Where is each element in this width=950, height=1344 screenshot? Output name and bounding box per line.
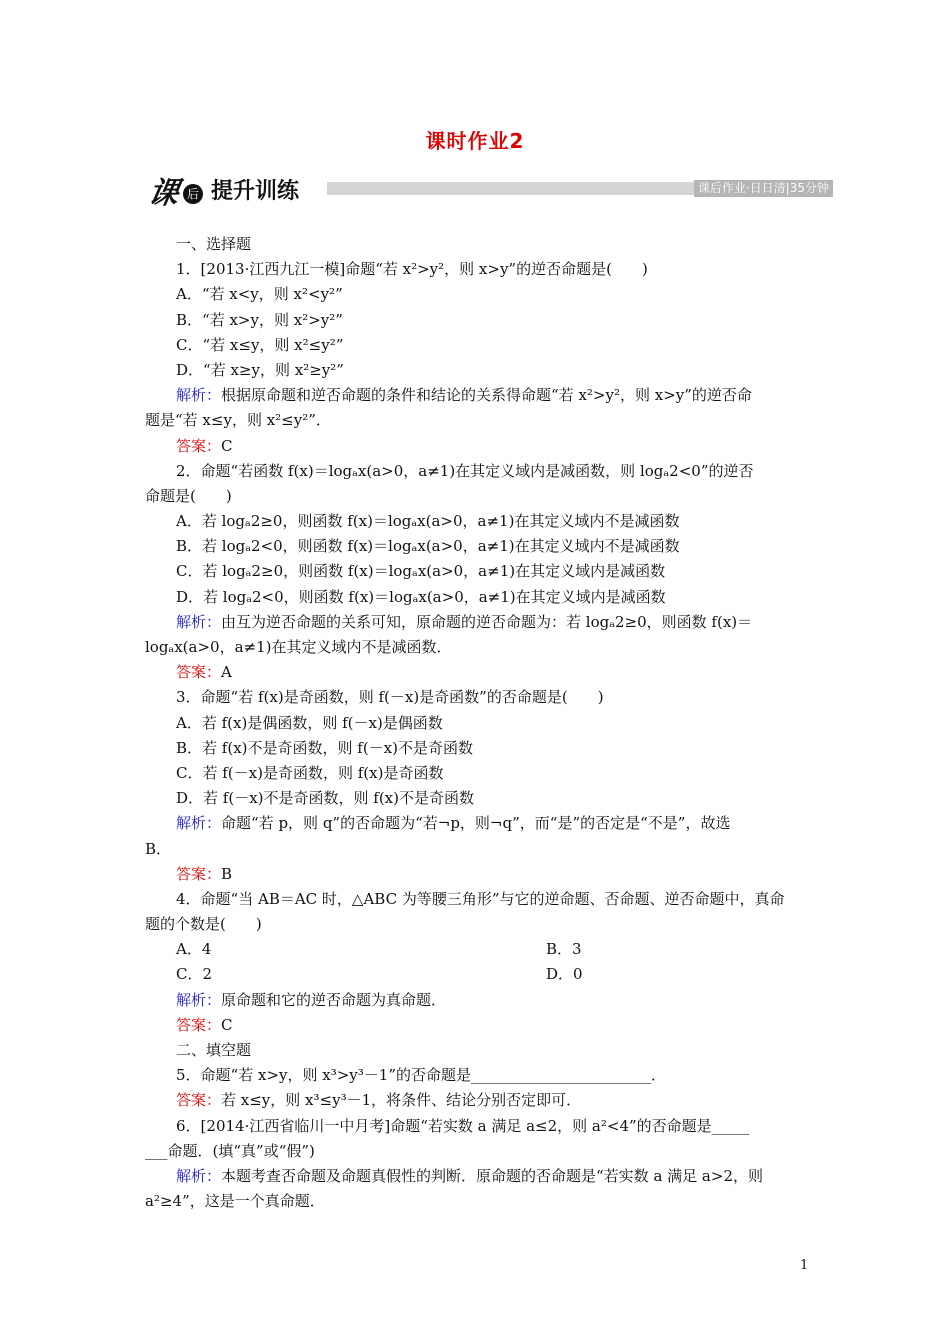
line-text: 3．命题“若 f(x)是奇函数，则 f(－x)是奇函数”的否命题是( ) [176, 688, 604, 707]
line-text: 本题考查否命题及命题真假性的判断．原命题的否命题是“若实数 a 满足 a>2，则 [221, 1166, 763, 1185]
line-text: A．“若 x<y，则 x²<y²” [176, 285, 343, 304]
text-line [145, 484, 815, 509]
text-line [145, 333, 815, 358]
line-text: 由互为逆否命题的关系可知，原命题的逆否命题为：若 logₐ2≥0，则函数 f(x)＝ [221, 612, 753, 631]
line-text: D．若 f(－x)不是奇函数，则 f(x)不是奇函数 [176, 789, 474, 808]
text-line [145, 736, 815, 761]
text-line [145, 962, 815, 987]
line-text: A [221, 663, 232, 682]
text-line [145, 837, 815, 862]
line-text: B．若 f(x)不是奇函数，则 f(－x)不是奇函数 [176, 738, 473, 757]
text-line [145, 459, 815, 484]
text-line [145, 1114, 815, 1139]
line-text: 2．命题“若函数 f(x)＝logₐx(a>0，a≠1)在其定义域内是减函数，则 logₐ2<0”的逆否 [176, 461, 754, 480]
line-text: 若 x≤y，则 x³≤y³－1，将条件、结论分别否定即可． [221, 1091, 582, 1110]
text-line [145, 1189, 815, 1214]
text-line [145, 988, 815, 1013]
option-text: B．3 [546, 940, 582, 959]
document-body [145, 232, 815, 1214]
text-line [145, 232, 815, 257]
logo-circle-char: 后 [183, 184, 203, 204]
text-line [145, 509, 815, 534]
line-text: 6．[2014·江西省临川一中月考]命题“若实数 a 满足 a≤2，则 a²<4”的否命题是_____ [176, 1116, 750, 1135]
option-text: D．0 [546, 965, 583, 984]
line-text: C [221, 1015, 233, 1034]
line-text: 二、填空题 [176, 1041, 252, 1059]
text-line [145, 887, 815, 912]
line-text: B．若 logₐ2<0，则函数 f(x)＝logₐx(a>0，a≠1)在其定义域内不是减函数 [176, 537, 680, 556]
line-text: 根据原命题和逆否命题的条件和结论的关系得命题“若 x²>y²，则 x>y”的逆否命 [221, 386, 752, 405]
line-text: ___命题．(填“真”或“假”) [145, 1141, 315, 1160]
text-line [145, 1088, 815, 1113]
text-line [145, 308, 815, 333]
text-line [145, 282, 815, 307]
line-text: 命题“若 p，则 q”的否命题为“若¬p，则¬q”，而“是”的否定是“不是”，故选 [221, 814, 731, 833]
text-line [145, 610, 815, 635]
line-text: 题是“若 x≤y，则 x²≤y²”． [145, 411, 331, 430]
text-line [145, 811, 815, 836]
text-line [145, 1164, 815, 1189]
answer-label: 答案： [176, 436, 222, 455]
line-text: 原命题和它的逆否命题为真命题． [221, 990, 447, 1009]
line-text: A．若 logₐ2≥0，则函数 f(x)＝logₐx(a>0，a≠1)在其定义域内不是减函数 [176, 512, 680, 531]
answer-label: 答案： [176, 864, 222, 883]
text-line [145, 711, 815, 736]
logo-char: 课 [145, 176, 182, 211]
page-title: 课时作业2 [425, 129, 525, 153]
line-text: D．若 logₐ2<0，则函数 f(x)＝logₐx(a>0，a≠1)在其定义域内是减函数 [176, 587, 666, 606]
text-line [145, 761, 815, 786]
section-banner [145, 170, 835, 211]
text-line [145, 685, 815, 710]
line-text: D．“若 x≥y，则 x²≥y²” [176, 360, 344, 379]
analysis-label: 解析： [176, 386, 222, 405]
text-line [145, 862, 815, 887]
analysis-label: 解析： [176, 990, 222, 1009]
banner-logo [145, 170, 205, 211]
line-text: 题的个数是( ) [145, 915, 262, 934]
text-line [145, 585, 815, 610]
line-text: C．若 f(－x)是奇函数，则 f(x)是奇函数 [176, 763, 444, 782]
text-line [145, 660, 815, 685]
banner-tag: 课后作业·日日清|35分钟 [694, 180, 833, 197]
answer-label: 答案： [176, 1015, 222, 1034]
text-line [145, 408, 815, 433]
banner-heading: 提升训练 [211, 179, 300, 204]
analysis-label: 解析： [176, 814, 222, 833]
line-text: B． [145, 839, 172, 858]
analysis-label: 解析： [176, 612, 222, 631]
text-line [145, 1139, 815, 1164]
line-text: B [221, 864, 233, 883]
line-text: A．若 f(x)是偶函数，则 f(－x)是偶函数 [176, 713, 443, 732]
line-text: 一、选择题 [176, 235, 252, 253]
text-line [145, 534, 815, 559]
answer-label: 答案： [176, 1091, 222, 1110]
text-line [145, 937, 815, 962]
text-line [145, 383, 815, 408]
text-line [145, 434, 815, 459]
text-line [145, 358, 815, 383]
line-text: 5．命题“若 x>y，则 x³>y³－1”的否命题是________________________． [176, 1066, 666, 1085]
text-line [145, 1063, 815, 1088]
analysis-label: 解析： [176, 1166, 222, 1185]
line-text: 1．[2013·江西九江一模]命题“若 x²>y²，则 x>y”的逆否命题是( ) [176, 260, 648, 279]
line-text: logₐx(a>0，a≠1)在其定义域内不是减函数． [145, 638, 452, 656]
line-text: 4．命题“当 AB＝AC 时，△ABC 为等腰三角形”与它的逆命题、否命题、逆否命题中，真命 [176, 889, 785, 908]
page-number: 1 [800, 1258, 809, 1273]
line-text: a²≥4”，这是一个真命题． [145, 1192, 325, 1211]
text-line [145, 912, 815, 937]
answer-label: 答案： [176, 663, 222, 682]
line-text: C．若 logₐ2≥0，则函数 f(x)＝logₐx(a>0，a≠1)在其定义域内是减函数 [176, 562, 666, 581]
line-text: 命题是( ) [145, 486, 232, 505]
text-line [145, 257, 815, 282]
option-text: C．2 [176, 965, 213, 984]
option-text: A．4 [176, 940, 212, 959]
text-line [145, 1038, 815, 1063]
line-text: C．“若 x≤y，则 x²≤y²” [176, 335, 344, 354]
text-line [145, 559, 815, 584]
text-line [145, 635, 815, 660]
line-text: B．“若 x>y，则 x²>y²” [176, 310, 343, 329]
text-line [145, 786, 815, 811]
text-line [145, 1013, 815, 1038]
line-text: C [221, 436, 233, 455]
